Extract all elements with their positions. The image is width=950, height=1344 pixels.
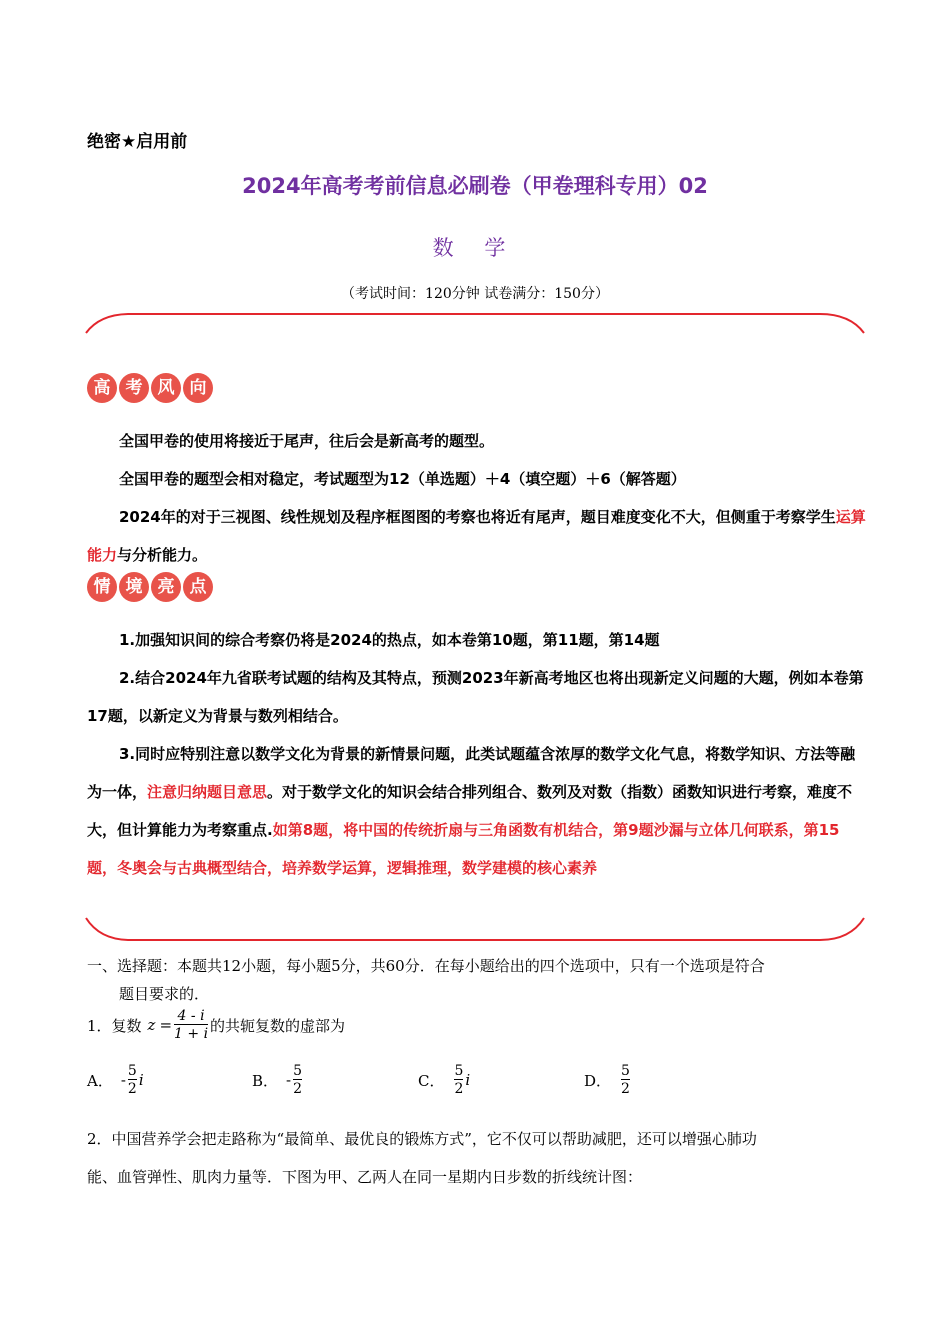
option-fraction (128, 1063, 137, 1097)
badge-char: 高 (87, 373, 117, 403)
badge-char: 向 (183, 373, 213, 403)
confidential-label: 绝密★启用前 (87, 132, 188, 152)
highlight-item3-red2: 如第8题，将中国的传统折扇与三角函数有机结合，第9题沙漏与立体几何联系，第15题，冬奥会与古典概型结合，培养数学运算，逻辑推理，数学建模的核心素养 (87, 821, 840, 877)
section-one-heading (87, 952, 867, 1008)
option-label: B． (252, 1071, 279, 1090)
badge-highlights (87, 572, 213, 602)
badge-char: 境 (119, 572, 149, 602)
highlight-item3-red1: 注意归纳题目意思 (147, 783, 268, 801)
trend-p3-red: 运算能力 (87, 508, 866, 564)
highlight-item3 (87, 735, 867, 887)
highlight-item2: 2.结合2024年九省联考试题的结构及其特点，预测2023年新高考地区也将出现新定义问题的大题，例如本卷第17题，以新定义为背景与数列相结合。 (87, 669, 864, 725)
section-one-line2: 题目要求的． (119, 985, 210, 1003)
q1-option-b[interactable] (252, 1063, 304, 1097)
option-den: 2 (293, 1081, 303, 1097)
option-den: 2 (621, 1081, 630, 1097)
q1-option-c[interactable] (418, 1063, 470, 1097)
trend-p3-a: 2024年的对于三视图、线性规划及程序框图图的考察也将近有尾声，题目难度变化不大，但侧重于考察学生 (119, 508, 836, 526)
option-den: 2 (454, 1081, 464, 1097)
q1-fraction (174, 1008, 208, 1042)
trend-p1: 全国甲卷的使用将接近于尾声，往后会是新高考的题型。 (119, 432, 495, 450)
option-unit: i (138, 1071, 144, 1089)
trend-p3-b: 与分析能力。 (117, 546, 208, 564)
frame-bottom-arc (0, 905, 950, 950)
badge-exam-trend (87, 373, 213, 403)
trend-p3 (87, 498, 867, 574)
badge-char: 点 (183, 572, 213, 602)
subject-title: 数 学 (432, 236, 518, 260)
badge-char: 亮 (151, 572, 181, 602)
highlight-item3-b: 。对于数学文化的知识会结合排列组合、数列及对数（指数）函数知识进行考察，难度不大，但计算能力为考察重点. (87, 783, 853, 839)
option-den: 2 (127, 1081, 137, 1097)
option-fraction (621, 1063, 630, 1097)
option-fraction (454, 1063, 463, 1097)
exam-info: （考试时间：120分钟 试卷满分：150分） (341, 286, 609, 302)
badge-char: 考 (119, 373, 149, 403)
option-num: 5 (621, 1063, 630, 1079)
highlight-item1: 1.加强知识间的综合考察仍将是2024的热点，如本卷第10题，第11题，第14题 (119, 631, 660, 649)
q2-line1: 2．中国营养学会把走路称为“最简单、最优良的锻炼方式”，它不仅可以帮助减肥，还可以增强心肺功 (87, 1130, 757, 1148)
q1-numerator: 4 - i (177, 1008, 205, 1024)
page-title: 2024年高考考前信息必刷卷（甲卷理科专用）02 (242, 174, 708, 198)
trend-p2: 全国甲卷的题型会相对稳定，考试题型为12（单选题）＋4（填空题）＋6（解答题） (119, 470, 686, 488)
option-num: 5 (127, 1063, 137, 1079)
q1-var: z (147, 1016, 156, 1034)
option-label: C． (418, 1071, 445, 1090)
option-num: 5 (454, 1063, 464, 1079)
badge-char: 情 (87, 572, 117, 602)
highlight-item3-a: 3.同时应特别注意以数学文化为背景的新情景问题，此类试题蕴含浓厚的数学文化气息，将数学知识、方法等融为一体， (87, 745, 856, 801)
option-num: 5 (293, 1063, 303, 1079)
option-unit: i (465, 1071, 471, 1089)
q1-prefix: 1．复数 (87, 1016, 142, 1035)
q1-eq: = (159, 1016, 173, 1034)
option-label: D． (584, 1071, 612, 1090)
option-label: A． (87, 1071, 113, 1090)
q1-option-d[interactable] (584, 1063, 632, 1097)
q2-line2: 能、血管弹性、肌肉力量等．下图为甲、乙两人在同一星期内日步数的折线统计图： (87, 1168, 643, 1186)
q1-option-a[interactable] (87, 1063, 144, 1097)
trend-paragraphs (87, 422, 867, 574)
q1-denominator: 1 + i (174, 1026, 209, 1042)
highlight-paragraphs (87, 621, 867, 887)
option-fraction (293, 1063, 302, 1097)
option-sign: - (286, 1071, 292, 1089)
badge-char: 风 (151, 373, 181, 403)
section-one-line1: 一、选择题：本题共12小题，每小题5分，共60分．在每小题给出的四个选项中，只有一个选项是符合 (87, 957, 765, 975)
q1-suffix: 的共轭复数的虚部为 (210, 1016, 346, 1035)
question-2 (87, 1120, 867, 1196)
frame-top-arc (0, 300, 950, 350)
question-1 (87, 1008, 345, 1042)
option-sign: - (120, 1071, 126, 1089)
